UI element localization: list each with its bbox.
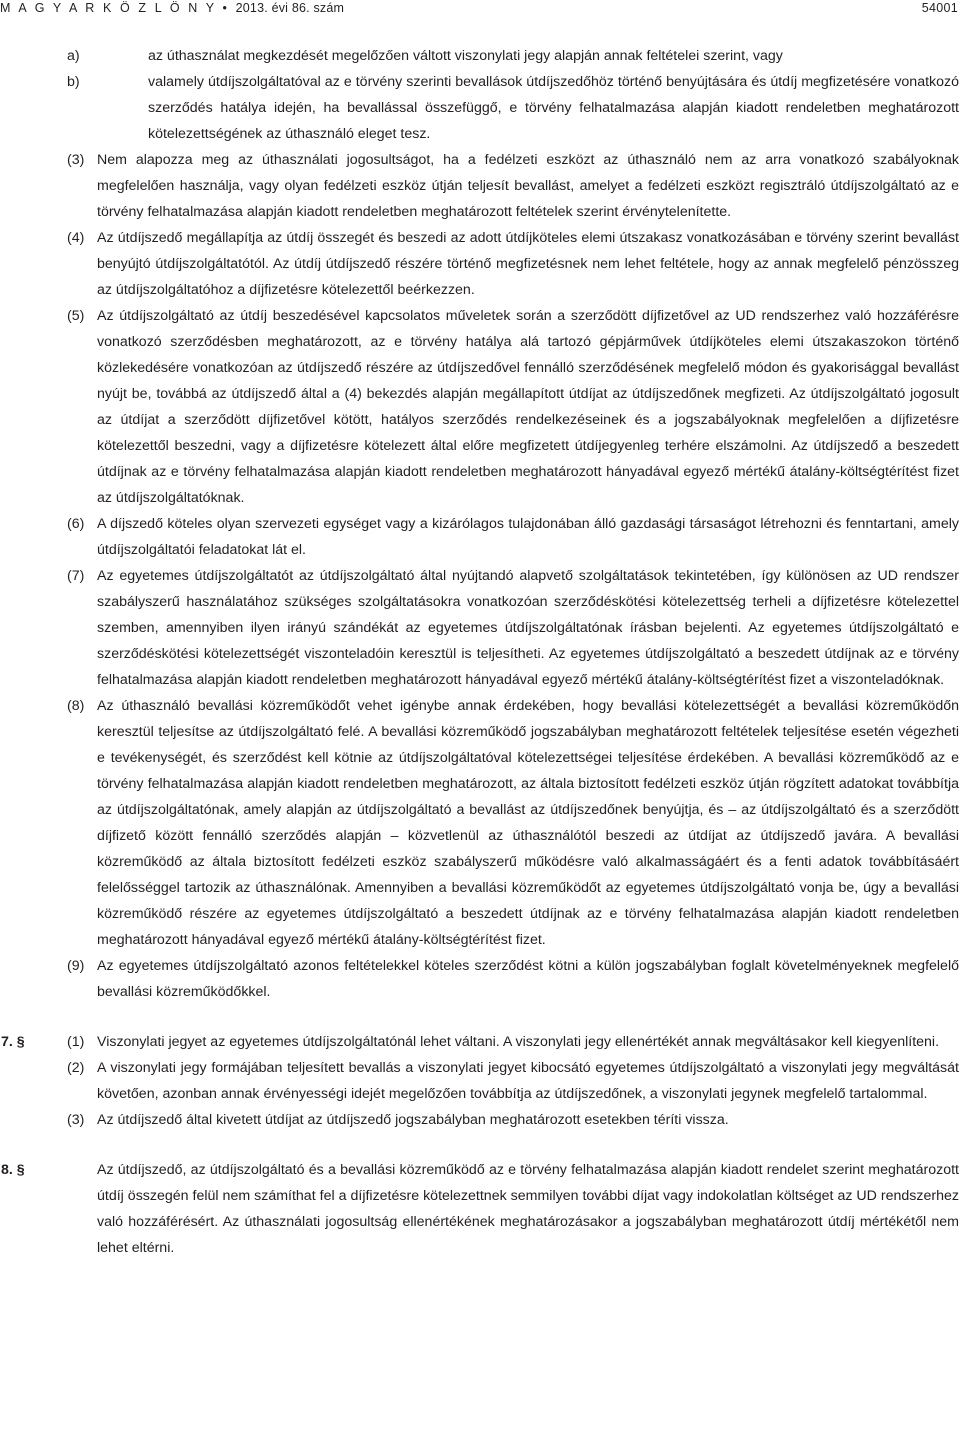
- section-7-paragraph-1: [0, 1029, 960, 1055]
- header-bullet: •: [222, 1, 230, 15]
- point-b: [0, 69, 960, 147]
- paragraph-6: [0, 511, 960, 563]
- paragraph-8: [0, 693, 960, 953]
- paragraph-4: [0, 225, 960, 303]
- paragraph-number: (6): [67, 516, 85, 532]
- journal-name: M A G Y A R K Ö Z L Ö N Y: [0, 1, 217, 15]
- paragraph-3: [0, 147, 960, 225]
- section-8-text: Az útdíjszedő, az útdíjszolgáltató és a bevallási közreműködő az e törvény felhatalmazása alapján kiadott rendelet szerint meghatározott útdíj összegén felül nem számíthat fel a díjfizetésre kötelezettnek semmilyen további díjat vagy indokolatlan költséget az UD rendszerhez való hozzáférésért. Az úthasználati jogosultság ellenértékének meghatározásakor a jogszabályban meghatározott útdíj mértékétől nem lehet eltérni.: [97, 1162, 959, 1256]
- paragraph-text: A viszonylati jegy formájában teljesített bevallás a viszonylati jegyet kibocsátó egyetemes útdíjszolgáltató a viszonylati jegy megváltását követően, azonban annak érvényességi idejét megelőzően továbbítja az útdíjszedőnek, a viszonylati jegynek megfelelő tartalommal.: [97, 1060, 959, 1102]
- paragraph-text: Az útdíjszolgáltató az útdíj beszedésével kapcsolatos műveletek során a szerződött díjfizetővel az UD rendszerhez való hozzáférésre vonatkozó szerződésben meghatározott, az e törvény hatálya alá tartozó gépjárművek útdíjköteles elemi útszakaszokon történő közlekedésére vonatkozóan az útdíjszedő részére az útdíjszedővel fennálló szerződésének megfelelő módon és gyakorisággal bevallást nyújt be, továbbá az útdíjszedő által a (4) bekezdés alapján megállapított útdíjat az útdíjszedőnek megfizeti. Az útdíjszolgáltató jogosult az útdíjat a szerződött díjfizetővel kötött, hatályos szerződés rendelkezéseinek és a jogszabályoknak megfelelően a díjfizetésre kötelezettől beszedni, vagy a díjfizetésre kötelezett által előre megfizetett útdíjegyenleg terhére elszámolni. Az útdíjszedő a beszedett útdíjnak az e törvény felhatalmazása alapján kiadott rendeletben meghatározott hányadával egyező mértékű átalány-költségtérítést fizet az útdíjszolgáltatóknak.: [97, 308, 959, 506]
- issue-date: 2013. évi 86. szám: [235, 1, 345, 15]
- point-text: valamely útdíjszolgáltatóval az e törvény szerinti bevallások útdíjszedőhöz történő benyújtására és útdíj megfizetésére vonatkozó szerződés hatálya idején, ha bevallással összefüggő, e törvény felhatalmazása alapján kiadott rendeletben meghatározott kötelezettségének az úthasználó eleget tesz.: [148, 74, 959, 142]
- paragraph-text: Nem alapozza meg az úthasználati jogosultságot, ha a fedélzeti eszközt az úthasználó nem az arra vonatkozó szabályoknak megfelelően használja, vagy olyan fedélzeti eszköz útján teljesít bevallást, amelyet a fedélzeti eszközt regisztráló útdíjszolgáltató az e törvény felhatalmazása alapján kiadott rendeletben meghatározott feltételek szerint érvénytelenítette.: [97, 152, 959, 220]
- section-7-label: 7. §: [1, 1034, 25, 1050]
- paragraph-number: (7): [67, 568, 85, 584]
- paragraph-number: (9): [67, 958, 85, 974]
- paragraph-text: Az úthasználó bevallási közreműködőt vehet igénybe annak érdekében, hogy bevallási kötelezettségét a bevallási közreműködőn keresztül teljesítse az útdíjszolgáltató felé. A bevallási közreműködő jogszabályban meghatározott feltételek teljesítése esetén végezheti e tevékenységét, és szerződést kell kötnie az útdíjszolgáltatóval kötelezettségei teljesítése érdekében. A bevallási közreműködő az e törvény felhatalmazása alapján kiadott rendeletben meghatározott, az általa biztosított fedélzeti eszköz útján rögzített adatokat továbbítja az útdíjszolgáltatónak, amely alapján az útdíjszolgáltató a bevallást az útdíjszedőnek benyújtja, és – az útdíjszolgáltató és a szerződött díjfizető között fennálló szerződés alapján – közvetlenül az úthasználótól beszedi az útdíjat az útdíjszedő javára. A bevallási közreműködő az általa biztosított fedélzeti eszköz szabályszerű működésre való alkalmasságáért és a fenti adatok továbbításáért felelősséggel tartozik az úthasználónak. Amennyiben a bevallási közreműködőt az egyetemes útdíjszolgáltató vonja be, úgy a bevallási közreműködő részére az egyetemes útdíjszolgáltató a beszedett útdíjnak az e törvény felhatalmazása alapján kiadott rendeletben meghatározott hányadával egyező mértékű átalány-költségtérítést fizet.: [97, 698, 959, 948]
- section-spacer: [0, 1005, 960, 1029]
- point-text: az úthasználat megkezdését megelőzően váltott viszonylati jegy alapján annak feltételei szerint, vagy: [148, 48, 783, 64]
- paragraph-text: Az útdíjszedő által kivetett útdíjat az útdíjszedő jogszabályban meghatározott esetekben téríti vissza.: [97, 1112, 729, 1128]
- running-head: [0, 0, 344, 16]
- paragraph-number: (2): [67, 1060, 85, 1076]
- paragraph-text: Az útdíjszedő megállapítja az útdíj összegét és beszedi az adott útdíjköteles elemi útszakasz vonatkozásában e törvény szerint bevallást benyújtó útdíjszolgáltatótól. Az útdíj útdíjszedő részére történő megfizetésnek nem lehet feltétele, hogy az annak megfelelő pénzösszeg az útdíjszolgáltatóhoz a díjfizetésre kötelezettől beérkezzen.: [97, 230, 959, 298]
- paragraph-7: [0, 563, 960, 693]
- paragraph-number: (8): [67, 698, 85, 714]
- paragraph-9: [0, 953, 960, 1005]
- section-8: [0, 1157, 960, 1261]
- page-number: 54001: [921, 1, 958, 15]
- point-label: b): [67, 74, 80, 90]
- paragraph-number: (5): [67, 308, 85, 324]
- page-header: [0, 0, 960, 16]
- section-7-paragraph-3: [0, 1107, 960, 1133]
- section-spacer: [0, 1133, 960, 1157]
- section-7-paragraph-2: [0, 1055, 960, 1107]
- paragraph-number: (3): [67, 1112, 85, 1128]
- paragraph-text: A díjszedő köteles olyan szervezeti egységet vagy a kizárólagos tulajdonában álló gazdasági társaságot létrehozni és fenntartani, amely útdíjszolgáltatói feladatokat lát el.: [97, 516, 959, 558]
- point-label: a): [67, 48, 80, 64]
- paragraph-number: (4): [67, 230, 85, 246]
- point-a: [0, 43, 960, 69]
- section-8-label: 8. §: [1, 1162, 25, 1178]
- paragraph-text: Az egyetemes útdíjszolgáltatót az útdíjszolgáltató által nyújtandó alapvető szolgáltatások tekintetében, így különösen az UD rendszer szabályszerű használatához szükséges szolgáltatásokra vonatkozóan szerződéskötési kötelezettség terheli a díjfizetésre kötelezettel szemben, amennyiben ilyen irányú szándékát az egyetemes útdíjszolgáltatónak írásban bejelenti. Az egyetemes útdíjszolgáltató e szerződéskötési kötelezettségét viszonteladóin keresztül is teljesítheti. Az egyetemes útdíjszolgáltató a beszedett útdíjnak az e törvény felhatalmazása alapján kiadott rendeletben meghatározott hányadával egyező mértékű átalány-költségtérítést fizet a viszonteladóknak.: [97, 568, 959, 688]
- paragraph-text: Az egyetemes útdíjszolgáltató azonos feltételekkel köteles szerződést kötni a külön jogszabályban foglalt követelményeknek megfelelő bevallási közreműködőkkel.: [97, 958, 959, 1000]
- document-body: [0, 43, 960, 1261]
- paragraph-number: (1): [67, 1034, 85, 1050]
- paragraph-5: [0, 303, 960, 511]
- paragraph-text: Viszonylati jegyet az egyetemes útdíjszolgáltatónál lehet váltani. A viszonylati jegy ellenértékét annak megváltásakor kell kiegyenlíteni.: [97, 1034, 940, 1050]
- paragraph-number: (3): [67, 152, 85, 168]
